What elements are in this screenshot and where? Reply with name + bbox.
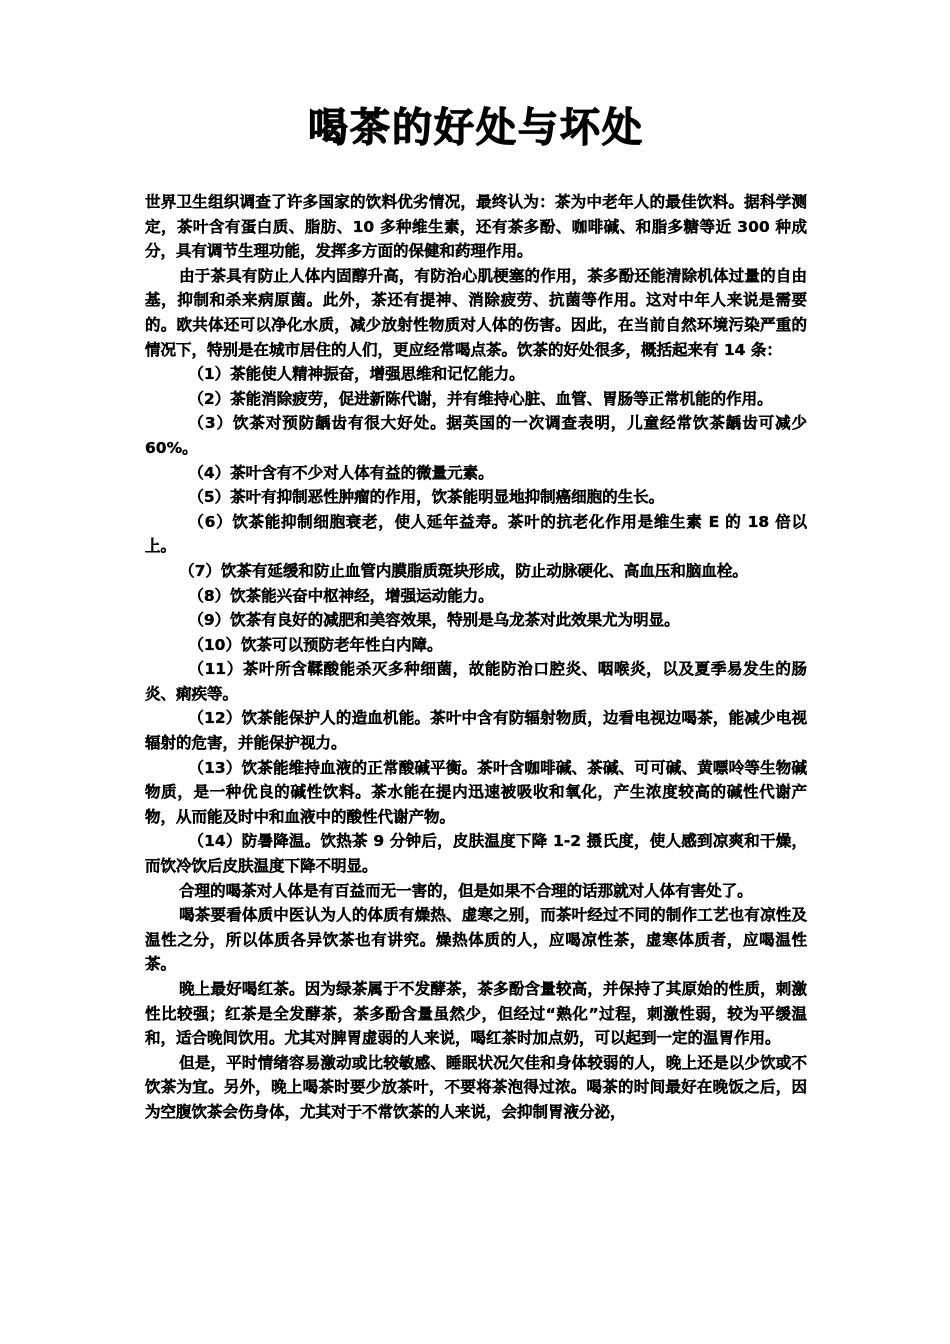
benefit-item-2: （2）茶能消除疲劳，促进新陈代谢，并有维持心脏、血管、胃肠等正常机能的作用。 [188, 389, 773, 408]
paragraph-intro: 世界卫生组织调查了许多国家的饮料优劣情况，最终认为：茶为中老年人的最佳饮料。据科学测定，茶叶含有蛋白质、脂肪、10 多种维生素，还有茶多酚、咖啡碱、和脂多糖等近 300 种成分，具有调节生理功能，发挥多方面的保健和药理作用。 [145, 193, 807, 261]
document-title: 喝茶的好处与坏处 [308, 105, 644, 151]
benefit-item-9: （9）饮茶有良好的减肥和美容效果，特别是乌龙茶对此效果尤为明显。 [188, 611, 680, 630]
paragraph-body-constitution: 喝茶要看体质中医认为人的体质有燥热、虚寒之别，而茶叶经过不同的制作工艺也有凉性及温性之分，所以体质各异饮茶也有讲究。燥热体质的人，应喝凉性茶，虚寒体质者，应喝温性茶。 [145, 906, 807, 974]
document-page [145, 100, 807, 1125]
benefit-item-10: （10）饮茶可以预防老年性白内障。 [188, 635, 443, 654]
benefit-item-4: （4）茶叶含有不少对人体有益的微量元素。 [188, 463, 494, 482]
document-body [145, 190, 807, 1125]
benefit-item-7: （7）饮茶有延缓和防止血管内膜脂质斑块形成，防止动脉硬化、高血压和脑血栓。 [179, 561, 748, 580]
benefit-item-12: （12）饮茶能保护人的造血机能。茶叶中含有防辐射物质，边看电视边喝茶，能减少电视辐射的危害，并能保护视力。 [145, 709, 807, 753]
paragraph-black-tea-evening: 晚上最好喝红茶。因为绿茶属于不发酵茶，茶多酚含量较高，并保持了其原始的性质，刺激性比较强；红茶是全发酵茶，茶多酚含量虽然少，但经过“熟化”过程，刺激性弱，较为平缓温和，适合晚间饮用。尤其对脾胃虚弱的人来说，喝红茶时加点奶，可以起到一定的温胃作用。 [145, 980, 807, 1048]
paragraph-benefits-overview: 由于茶具有防止人体内固醇升高，有防治心肌梗塞的作用，茶多酚还能清除机体过量的自由基，抑制和杀来病原菌。此外，茶还有提神、消除疲劳、抗菌等作用。这对中年人来说是需要的。欧共体还可以净化水质，减少放射性物质对人体的伤害。因此，在当前自然环境污染严重的情况下，特别是在城市居住的人们，更应经常喝点茶。饮茶的好处很多，概括起来有 14 条： [145, 266, 807, 359]
benefit-item-8: （8）饮茶能兴奋中枢神经，增强运动能力。 [188, 586, 494, 605]
benefit-item-6: （6）饮茶能抑制细胞衰老，使人延年益寿。茶叶的抗老化作用是维生素 E 的 18 倍以上。 [145, 512, 807, 556]
benefit-item-1: （1）茶能使人精神振奋，增强思维和记忆能力。 [188, 365, 525, 384]
benefit-item-11: （11）茶叶所含鞣酸能杀灭多种细菌，故能防治口腔炎、咽喉炎，以及夏季易发生的肠炎、痢疾等。 [145, 660, 807, 703]
benefit-item-5: （5）茶叶有抑制恶性肿瘤的作用，饮茶能明显地抑制癌细胞的生长。 [188, 488, 665, 507]
paragraph-reasonable-drinking: 合理的喝茶对人体是有百益而无一害的，但是如果不合理的话那就对人体有害处了。 [179, 881, 753, 900]
benefit-item-13: （13）饮茶能维持血液的正常酸碱平衡。茶叶含咖啡碱、茶碱、可可碱、黄嘌呤等生物碱物质，是一种优良的碱性饮料。茶水能在提内迅速被吸收和氧化，产生浓度较高的碱性代谢产物，从而能及时中和血液中的酸性代谢产物。 [145, 758, 807, 826]
paragraph-caution: 但是，平时情绪容易激动或比较敏感、睡眠状况欠佳和身体较弱的人，晚上还是以少饮或不饮茶为宜。另外，晚上喝茶时要少放茶叶，不要将茶泡得过浓。喝茶的时间最好在晚饭之后，因为空腹饮茶会伤身体，尤其对于不常饮茶的人来说，会抑制胃液分泌， [145, 1053, 807, 1121]
benefit-item-14: （14）防暑降温。饮热茶 9 分钟后，皮肤温度下降 1-2 摄氏度，使人感到凉爽和干燥，而饮冷饮后皮肤温度下降不明显。 [145, 832, 807, 876]
benefit-item-3: （3）饮茶对预防龋齿有很大好处。据英国的一次调查表明，儿童经常饮茶龋齿可减少 60%。 [145, 414, 807, 457]
